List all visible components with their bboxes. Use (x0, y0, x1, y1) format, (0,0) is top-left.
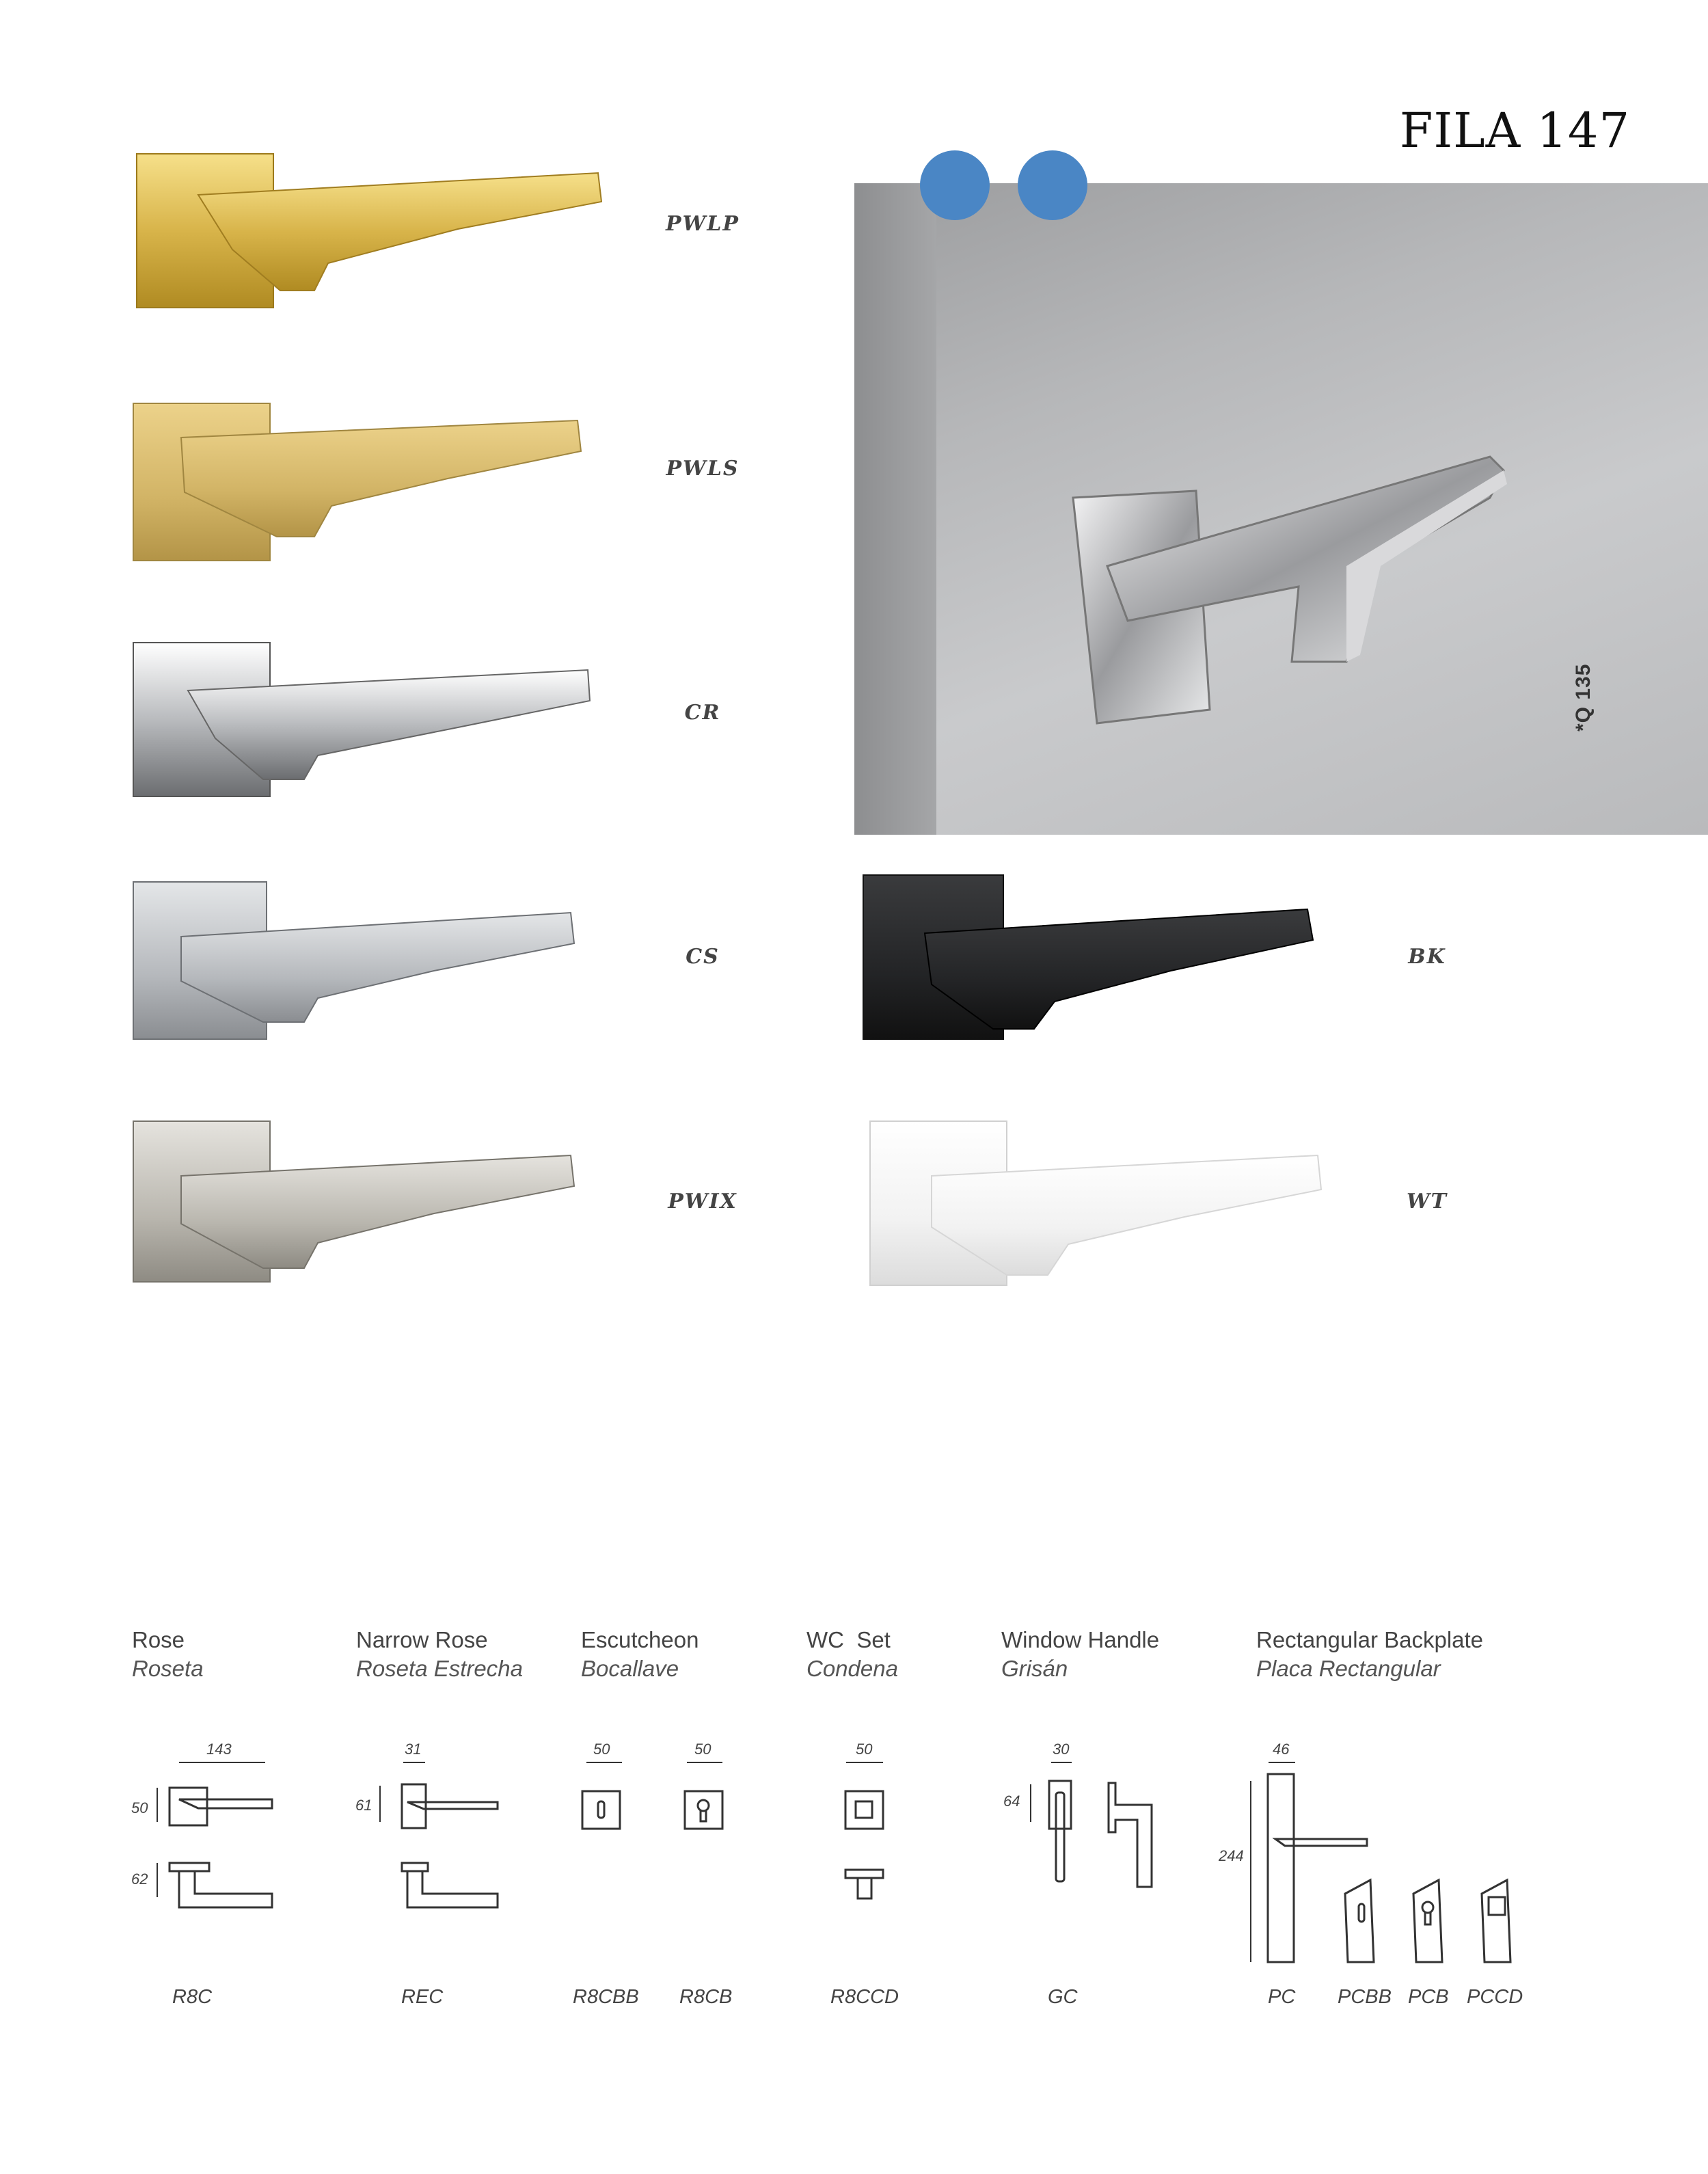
finish-label-pwix: PWIX (668, 1190, 737, 1213)
accent-dot (1018, 150, 1087, 220)
section-title-es: Grisán (1001, 1656, 1068, 1681)
code-r8ccd: R8CCD (830, 1986, 899, 2008)
drawing-window-handle (1031, 1762, 1152, 1887)
section-title-es: Roseta (132, 1656, 204, 1681)
section-title-en: Rectangular Backplate (1256, 1627, 1484, 1652)
dim-rose-height: 50 (131, 1799, 148, 1816)
drawing-escutcheon-r8cb (685, 1762, 722, 1829)
finish-label-pwls: PWLS (666, 457, 740, 481)
drawing-wc-set (845, 1762, 883, 1898)
section-title-es: Roseta Estrecha (356, 1656, 523, 1681)
dim-esc2-width: 50 (694, 1741, 711, 1758)
dim-rose-width: 143 (206, 1741, 232, 1758)
section-title-en: Narrow Rose (356, 1627, 488, 1652)
finish-label-pwlp: PWLP (666, 212, 740, 236)
section-title-en: Window Handle (1001, 1627, 1160, 1652)
drawing-narrow-rose (380, 1762, 498, 1907)
code-pcbb: PCBB (1338, 1986, 1392, 2008)
code-pc: PC (1268, 1986, 1296, 2008)
drawing-escutcheon-r8cbb (582, 1762, 622, 1829)
dim-plate-height: 244 (1219, 1847, 1244, 1864)
accent-dot (920, 150, 990, 220)
dim-narrow-height: 61 (355, 1797, 372, 1814)
dim-esc1-width: 50 (593, 1741, 610, 1758)
section-title-es: Bocallave (581, 1656, 679, 1681)
finish-label-bk: BK (1408, 945, 1446, 969)
section-title-en: WC Set (806, 1627, 891, 1652)
code-pccd: PCCD (1467, 1986, 1523, 2008)
dim-rose-depth: 62 (131, 1870, 148, 1888)
dim-window-height: 64 (1003, 1793, 1020, 1810)
page-title: FILA 147 (1399, 103, 1630, 159)
code-r8c: R8C (172, 1986, 213, 2008)
dim-plate-width: 46 (1273, 1741, 1290, 1758)
section-title-es: Condena (806, 1656, 898, 1681)
finish-label-wt: WT (1406, 1190, 1448, 1213)
section-title-en: Rose (132, 1627, 185, 1652)
code-rec: REC (401, 1986, 444, 2008)
code-gc: GC (1048, 1986, 1078, 2008)
code-r8cbb: R8CBB (573, 1986, 639, 2008)
drawing-rose (157, 1762, 272, 1907)
code-r8cb: R8CB (679, 1986, 733, 2008)
dim-narrow-width: 31 (405, 1741, 422, 1758)
section-title-en: Escutcheon (581, 1627, 699, 1652)
finish-label-cs: CS (686, 945, 720, 969)
section-title-es: Placa Rectangular (1256, 1656, 1441, 1681)
drawing-rectangular-backplate (1251, 1762, 1510, 1962)
dim-window-width: 30 (1053, 1741, 1070, 1758)
dim-wc-width: 50 (856, 1741, 873, 1758)
code-pcb: PCB (1408, 1986, 1449, 2008)
finish-label-cr: CR (684, 701, 721, 725)
hero-note: *Q 135 (1572, 663, 1595, 732)
